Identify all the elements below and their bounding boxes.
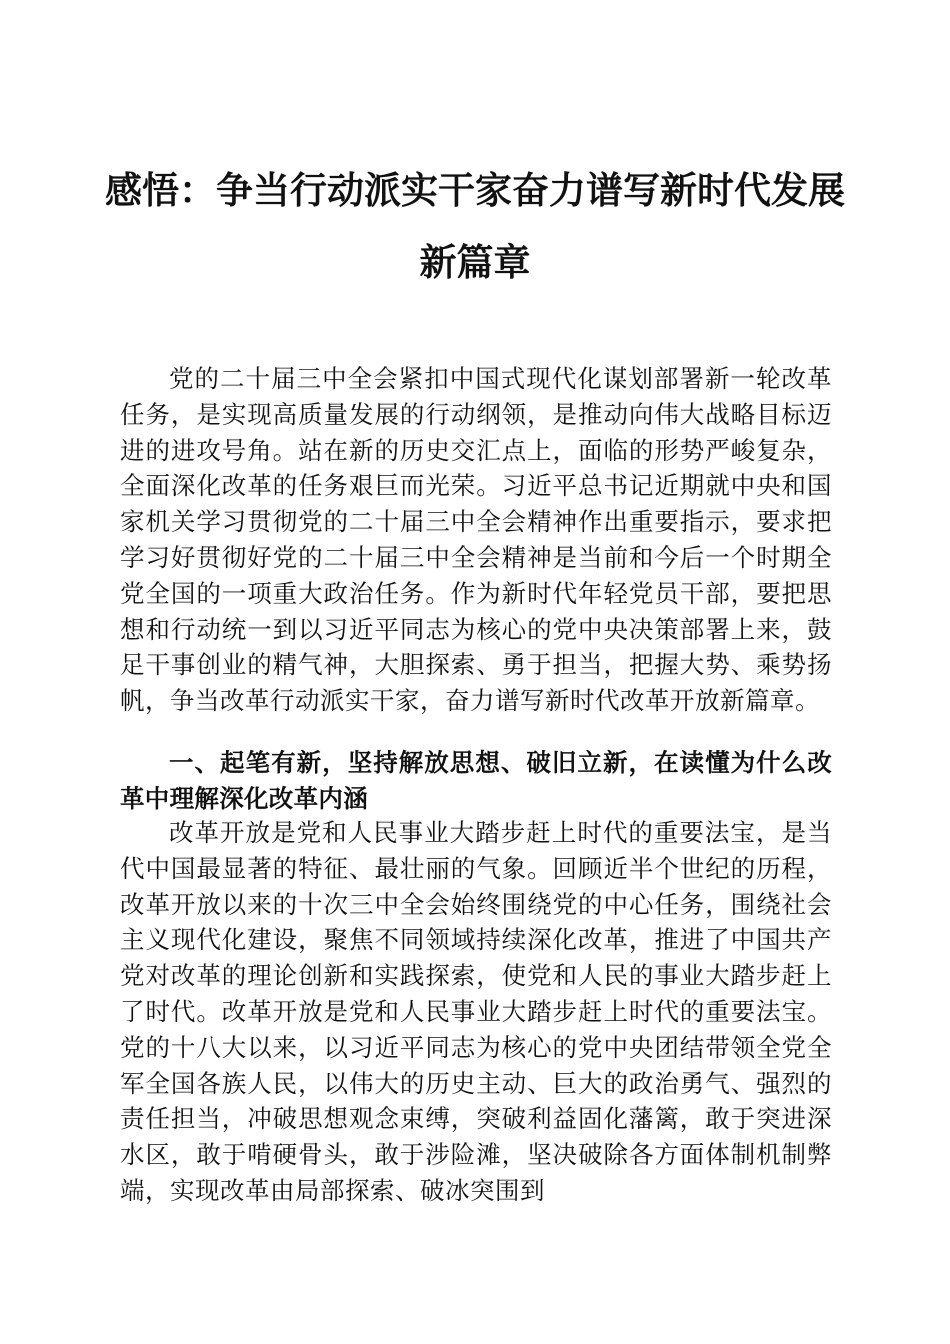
section-heading-1: 一、起笔有新，坚持解放思想、破旧立新，在读懂为什么改革中理解深化改革内涵 bbox=[120, 748, 832, 813]
intro-paragraph: 党的二十届三中全会紧扣中国式现代化谋划部署新一轮改革任务，是实现高质量发展的行动纲领，是推动向伟大战略目标迈进的进攻号角。站在新的历史交汇点上，面临的形势严峻复杂，全面深化改革的任务艰巨而光荣。习近平总书记近期就中央和国家机关学习贯彻党的二十届三中全会精神作出重要指示，要求把学习好贯彻好党的二十届三中全会精神是当前和今后一个时期全党全国的一项重大政治任务。作为新时代年轻党员干部，要把思想和行动统一到以习近平同志为核心的党中央决策部署上来，鼓足干事创业的精气神，大胆探索、勇于担当，把握大势、乘势扬帆，争当改革行动派实干家，奋力谱写新时代改革开放新篇章。 bbox=[120, 364, 832, 716]
section-1-paragraph: 改革开放是党和人民事业大踏步赶上时代的重要法宝，是当代中国最显著的特征、最壮丽的气象。回顾近半个世纪的历程，改革开放以来的十次三中全会始终围绕党的中心任务，围绕社会主义现代化建设，聚焦不同领域持续深化改革，推进了中国共产党对改革的理论创新和实践探索，使党和人民的事业大踏步赶上了时代。改革开放是党和人民事业大踏步赶上时代的重要法宝。党的十八大以来，以习近平同志为核心的党中央团结带领全党全军全国各族人民，以伟大的历史主动、巨大的政治勇气、强烈的责任担当，冲破思想观念束缚，突破利益固化藩篱，敢于突进深水区，敢于啃硬骨头，敢于涉险滩，坚决破除各方面体制机制弊端，实现改革由局部探索、破冰突围到 bbox=[120, 818, 832, 1205]
document-title-line-1: 感悟：争当行动派实干家奋力谱写新时代发展 bbox=[105, 168, 845, 212]
document-title-line-2: 新篇章 bbox=[419, 240, 531, 284]
